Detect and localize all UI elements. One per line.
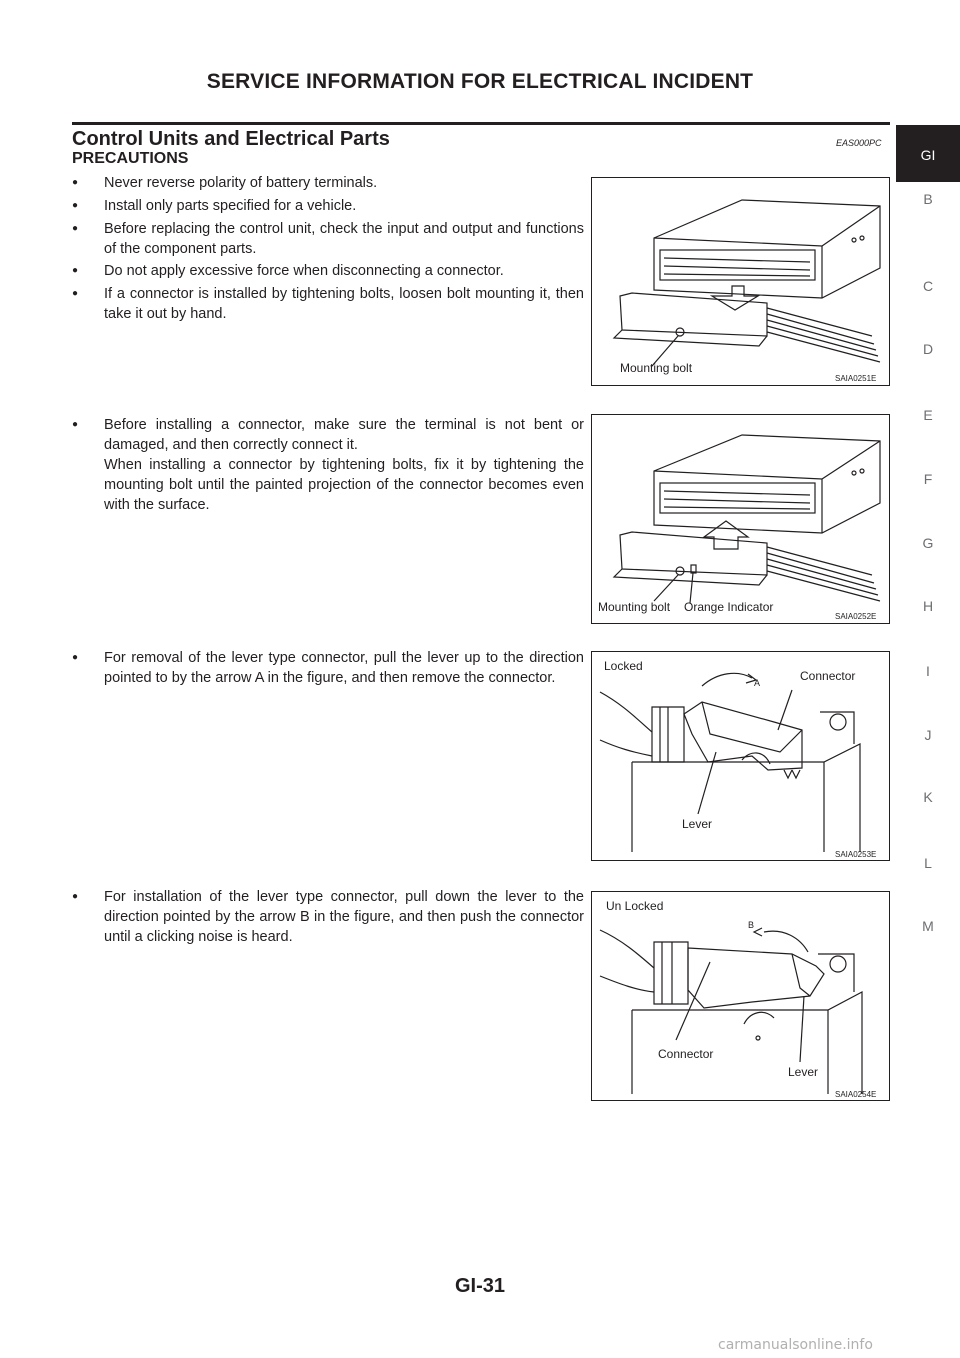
tab-e[interactable]: E (923, 407, 933, 423)
bullet-text-group (104, 415, 584, 515)
figure-3-drawing (592, 652, 889, 860)
figure-label-state: Locked (604, 659, 643, 673)
figure-label-connector: Connector (658, 1047, 714, 1061)
figure-2-drawing (592, 415, 889, 623)
section-code: EAS000PC (836, 138, 882, 148)
bullet-text: Do not apply excessive force when disconnecting a connector. (104, 263, 504, 279)
bullet-dot: ● (72, 200, 79, 211)
tab-f[interactable]: F (923, 471, 933, 487)
bullet-item-6 (72, 415, 584, 515)
figure-4-drawing (592, 892, 889, 1100)
bullet-item-1 (72, 173, 584, 193)
tab-gi[interactable]: GI (896, 125, 960, 182)
precautions-heading: PRECAUTIONS (72, 150, 189, 167)
tab-m[interactable]: M (922, 918, 934, 934)
figure-connector-removal (591, 177, 890, 386)
bullet-text: For installation of the lever type connector, pull down the lever to the direction pointed by the arrow B in the figure, and then push the connector until a clicking noise is heard. (104, 889, 584, 945)
figure-label-mounting-bolt: Mounting bolt (620, 361, 693, 375)
tab-c[interactable]: C (922, 278, 934, 294)
watermark: carmanualsonline.info (718, 1337, 873, 1353)
bullet-item-4 (72, 261, 584, 281)
tab-d[interactable]: D (922, 341, 934, 357)
tab-b[interactable]: B (923, 191, 933, 207)
figure-id: SAIA0253E (835, 850, 877, 859)
figure-connector-installation (591, 414, 890, 624)
bullet-item-7 (72, 648, 584, 688)
tab-g[interactable]: G (922, 535, 934, 551)
bullet-text: For removal of the lever type connector, pull the lever up to the direction pointed to by the arrow A in the figure, and then remove the connector. (104, 650, 584, 686)
figure-label-connector: Connector (800, 669, 856, 683)
bullet-item-5 (72, 284, 584, 324)
figure-label-lever: Lever (682, 817, 713, 831)
tab-i[interactable]: I (926, 663, 930, 679)
figure-1-drawing (592, 178, 889, 385)
bullet-item-2 (72, 196, 584, 216)
figure-id: SAIA0254E (835, 1090, 877, 1099)
figure-id: SAIA0251E (835, 374, 877, 383)
figure-label-orange-indicator: Orange Indicator (684, 600, 774, 614)
figure-label-mounting-bolt: Mounting bolt (598, 600, 671, 614)
bullet-item-3 (72, 219, 584, 259)
section-title: Control Units and Electrical Parts (72, 128, 390, 150)
bullet-dot: ● (72, 288, 79, 299)
bullet-dot: ● (72, 891, 79, 902)
tab-l[interactable]: L (924, 855, 932, 871)
figure-label-lever: Lever (788, 1065, 819, 1079)
bullet-dot: ● (72, 265, 79, 276)
figure-label-arrow: A (754, 678, 761, 688)
page-number: GI-31 (454, 1275, 506, 1297)
header-rule (72, 122, 890, 125)
figure-label-state: Un Locked (606, 899, 664, 913)
bullet-dot: ● (72, 652, 79, 663)
bullet-item-8 (72, 887, 584, 947)
tab-k[interactable]: K (923, 789, 933, 805)
bullet-text-continued: When installing a connector by tightening bolts, fix it by tightening the mounting bolt until the painted projection of the connector becomes even with the surface. (104, 457, 584, 513)
bullet-text: Never reverse polarity of battery terminals. (104, 175, 378, 191)
tab-j[interactable]: J (924, 727, 932, 743)
bullet-dot: ● (72, 419, 79, 430)
bullet-text: Before replacing the control unit, check the input and output and functions of the component parts. (104, 221, 584, 257)
figure-lever-locked (591, 651, 890, 861)
figure-id: SAIA0252E (835, 612, 877, 621)
figure-label-arrow: B (748, 920, 755, 930)
figure-lever-unlocked (591, 891, 890, 1101)
bullet-text: If a connector is installed by tightening bolts, loosen bolt mounting it, then take it out by hand. (104, 286, 584, 322)
tab-h[interactable]: H (922, 598, 934, 614)
bullet-dot: ● (72, 177, 79, 188)
page-header-title: SERVICE INFORMATION FOR ELECTRICAL INCIDENT (206, 70, 754, 93)
bullet-text: Before installing a connector, make sure the terminal is not bent or damaged, and then correctly connect it. (104, 417, 584, 453)
bullet-text: Install only parts specified for a vehicle. (104, 198, 357, 214)
bullet-dot: ● (72, 223, 79, 234)
